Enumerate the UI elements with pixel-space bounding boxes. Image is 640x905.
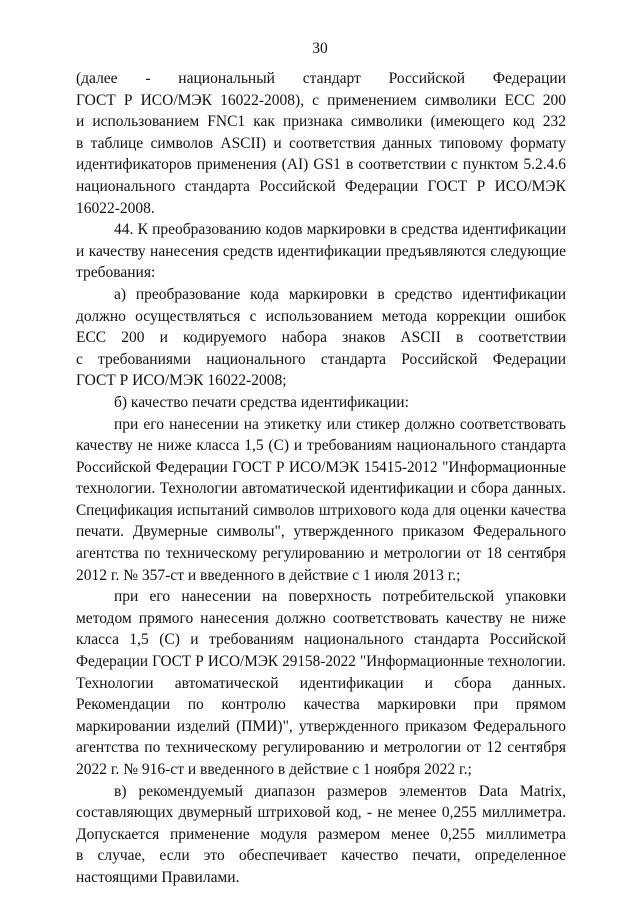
text-line: в) рекомендуемый диапазон размеров элементов Data Matrix, [114, 782, 566, 800]
text-line: при его нанесении на поверхность потребительской упаковки [114, 588, 566, 606]
page-number: 30 [312, 40, 328, 57]
text-line: Допускается применение модуля размером менее 0,255 миллиметра [76, 825, 566, 843]
text-line: агентства по техническому регулированию и метрологии от 12 сентября [76, 739, 566, 757]
paragraph-direct-marking [76, 586, 566, 780]
text-line: требования: [76, 264, 156, 282]
text-line: 44. К преобразованию кодов маркировки в средства идентификации [114, 221, 566, 239]
text-line: Рекомендации по контролю качества маркировки при прямом [76, 696, 566, 714]
text-line: Технологии автоматической идентификации и сбора данных. [76, 674, 566, 692]
text-line: а) преобразование кода маркировки в средство идентификации [114, 285, 566, 303]
text-line: маркировании изделий (ПМИ)", утвержденного приказом Федерального [76, 717, 566, 735]
paragraph-subitem-v [76, 781, 566, 889]
text-line: агентства по техническому регулированию и метрологии от 18 сентября [76, 545, 566, 563]
text-line: составляющих двумерный штриховой код, - не менее 0,255 миллиметра. [76, 804, 566, 822]
paragraph-label-printing [76, 414, 566, 587]
text-line: ГОСТ Р ИСО/МЭК 16022-2008), с применением символики ЕСС 200 [76, 91, 566, 109]
text-line: и качеству нанесения средств идентификации предъявляются следующие [76, 242, 566, 260]
paragraph-subitem-a [76, 284, 566, 392]
text-line: методом прямого нанесения должно соответствовать качеству не ниже [76, 609, 566, 627]
paragraph-standard-reference [76, 68, 566, 219]
text-line: печати. Двумерные символы", утвержденного приказом Федерального [76, 523, 566, 541]
text-line: в случае, если это обеспечивает качество печати, определенное [76, 847, 566, 865]
text-line: Российской Федерации ГОСТ Р ИСО/МЭК 15415-2012 "Информационные [76, 458, 566, 476]
text-line: качеству не ниже класса 1,5 (С) и требованиям национального стандарта [76, 437, 566, 455]
text-line: Федерации ГОСТ Р ИСО/МЭК 29158-2022 "Информационные технологии. [76, 653, 566, 671]
text-line: в таблице символов ASCII) и соответствия данных типовому формату [76, 134, 566, 152]
text-line: 2022 г. № 916-ст и введенного в действие с 1 ноября 2022 г.; [76, 761, 472, 778]
text-line: 2012 г. № 357-ст и введенного в действие с 1 июля 2013 г.; [76, 566, 461, 584]
text-line: 16022-2008. [76, 199, 155, 217]
text-line: Спецификация испытаний символов штрихового кода для оценки качества [76, 501, 566, 519]
paragraph-subitem-b [76, 392, 566, 414]
text-line: и использованием FNC1 как признака символики (имеющего код 232 [76, 113, 566, 131]
text-line: технологии. Технологии автоматической идентификации и сбора данных. [76, 480, 566, 498]
text-line: национального стандарта Российской Федерации ГОСТ Р ИСО/МЭК [76, 177, 566, 195]
text-line: с требованиями национального стандарта Российской Федерации [76, 350, 566, 368]
text-line: класса 1,5 (С) и требованиям национального стандарта Российской [76, 631, 566, 649]
text-line: должно осуществляться с использованием метода коррекции ошибок [76, 307, 566, 325]
text-line: при его нанесении на этикетку или стикер должно соответствовать [114, 415, 566, 433]
text-line: идентификаторов применения (AI) GS1 в соответствии с пунктом 5.2.4.6 [76, 156, 566, 174]
document-body [76, 68, 566, 889]
text-line: ЕСС 200 и кодируемого набора знаков ASCII в соответствии [76, 329, 566, 347]
text-line: (далее - национальный стандарт Российской Федерации [76, 70, 566, 87]
text-line: настоящими Правилами. [76, 868, 240, 886]
text-line: б) качество печати средства идентификации: [114, 393, 409, 411]
text-line: ГОСТ Р ИСО/МЭК 16022-2008; [76, 372, 287, 390]
paragraph-item-44 [76, 219, 566, 284]
